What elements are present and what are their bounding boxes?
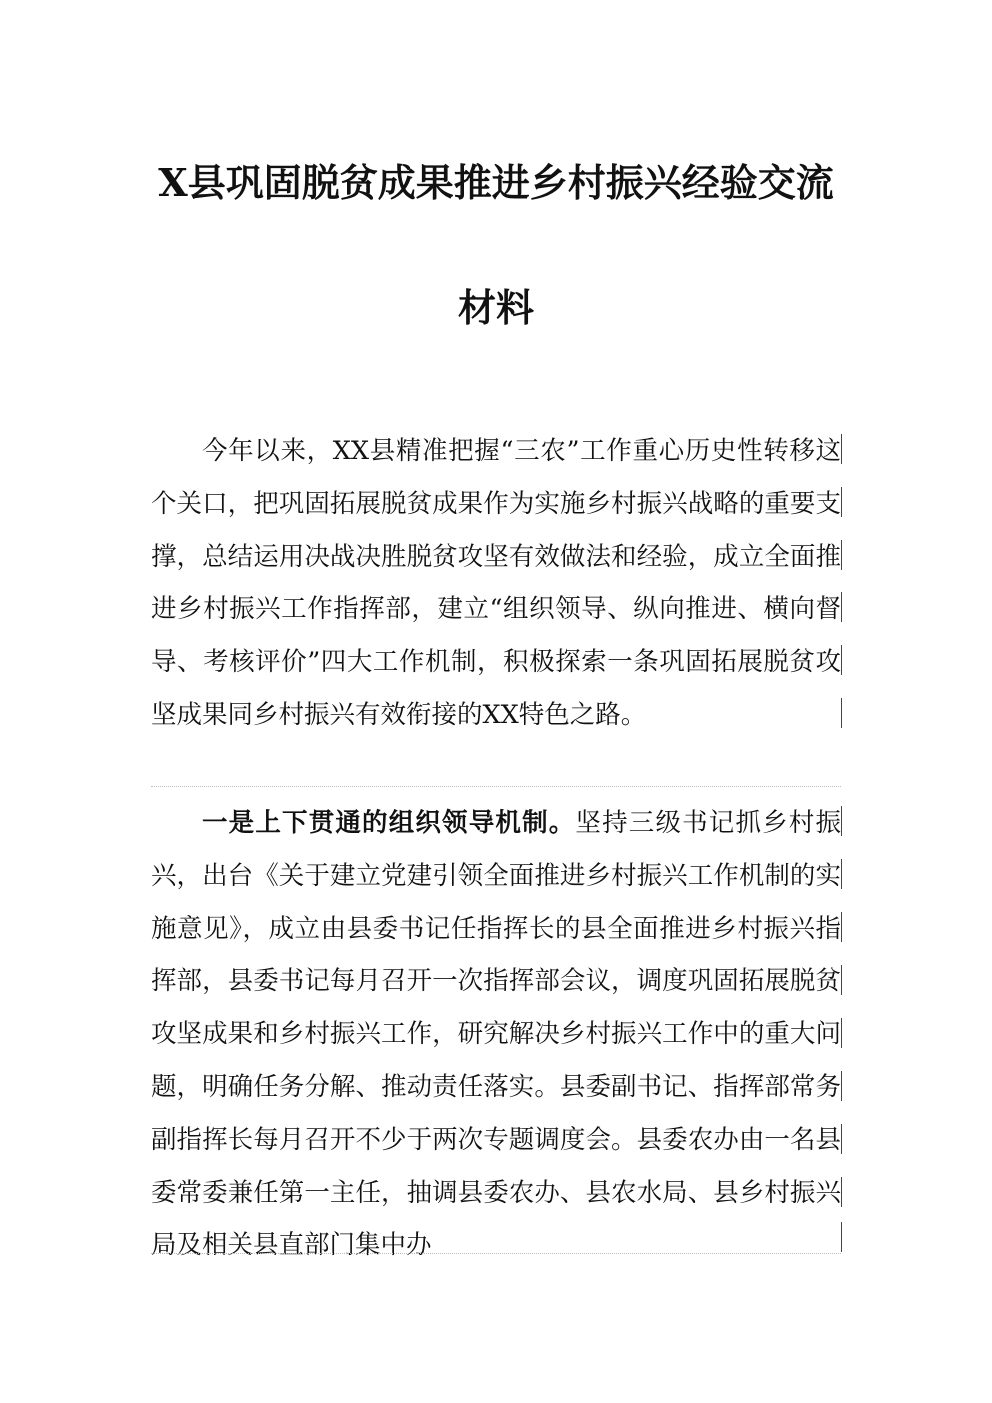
margin-rule: [841, 487, 842, 517]
page-bottom-divider: [151, 1253, 841, 1254]
margin-rule: [841, 698, 842, 728]
paragraph-text: 今年以来，XX县精准把握“三农”工作重心历史性转移这个关口，把巩固拓展脱贫成果作为实施乡村振兴战略的重要支撑，总结运用决战决胜脱贫攻坚有效做法和经验，成立全面推进乡村振兴工作指挥部，建立“组织领导、纵向推进、横向督导、考核评价”四大工作机制，积极探索一条巩固拓展脱贫攻坚成果同乡村振兴有效衔接的XX特色之路。: [151, 436, 841, 730]
margin-rule: [841, 806, 842, 836]
margin-rule: [841, 1124, 842, 1154]
document-title-continued: 材料: [457, 285, 534, 330]
margin-rule: [841, 912, 842, 942]
margin-rule: [841, 1222, 842, 1252]
paragraph-organization-mechanism: [151, 797, 841, 1272]
paragraph-text: 坚持三级书记抓乡村振兴，出台《关于建立党建引领全面推进乡村振兴工作机制的实施意见》，成立由县委书记任指挥长的县全面推进乡村振兴指挥部，县委书记每月召开一次指挥部会议，调度巩固拓展脱贫攻坚成果和乡村振兴工作，研究解决乡村振兴工作中的重大问题，明确任务分解、推动责任落实。县委副书记、指挥部常务副指挥长每月召开不少于两次专题调度会。县委农办由一名县委常委兼任第一主任，抽调县委农办、县农水局、县乡村振兴局及相关县直部门集中办: [151, 808, 841, 1261]
margin-rule: [841, 434, 842, 464]
margin-rule: [841, 645, 842, 675]
margin-rule: [841, 1177, 842, 1207]
paragraph-divider: [151, 786, 841, 787]
margin-rule: [841, 540, 842, 570]
paragraph-lead-heading: 一是上下贯通的组织领导机制。: [202, 808, 576, 838]
margin-rule: [841, 859, 842, 889]
document-title: X县巩固脱贫成果推进乡村振兴经验交流: [158, 160, 834, 205]
paragraph-intro: [151, 425, 841, 742]
margin-rule: [841, 592, 842, 622]
margin-rule: [841, 965, 842, 995]
margin-rule: [841, 1018, 842, 1048]
margin-rule: [841, 1071, 842, 1101]
